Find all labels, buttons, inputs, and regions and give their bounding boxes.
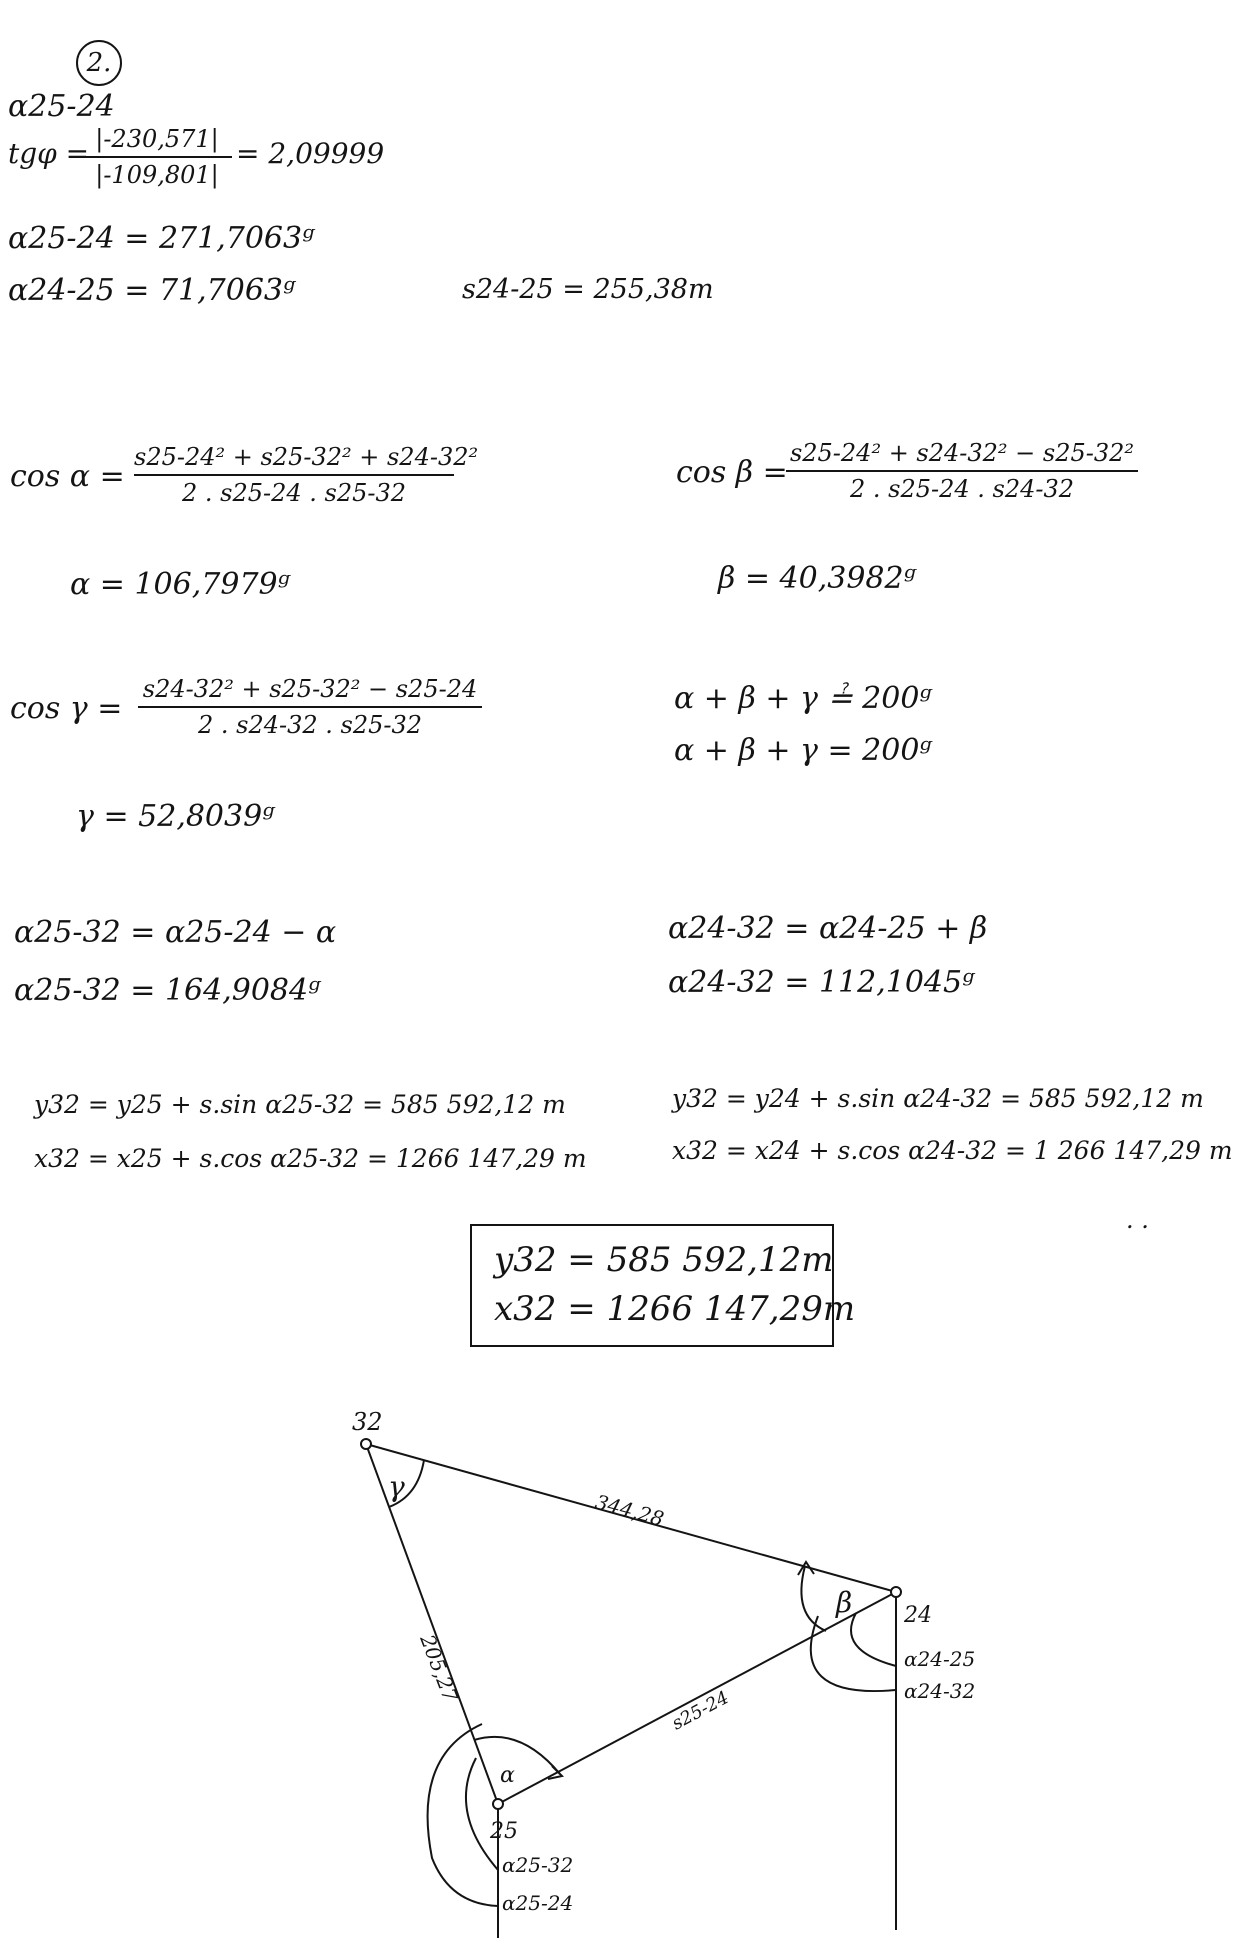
result-y32: y32 = 585 592,12m [494, 1240, 834, 1280]
trailing-dots: . . [1126, 1206, 1149, 1234]
alpha-24-25-value: α24-25 = 71,7063ᵍ [8, 273, 296, 308]
alpha-25-32-formula: α25-32 = α25-24 − α [14, 915, 337, 950]
problem-number: 2. [86, 48, 112, 78]
y32-from-25: y32 = y25 + s.sin α25-32 = 585 592,12 m [34, 1090, 566, 1119]
alpha-24-32-formula: α24-32 = α24-25 + β [668, 911, 988, 946]
cos-alpha-denominator: 2 . s25-24 . s25-32 [181, 479, 407, 508]
cos-beta-lhs: cos β = [676, 455, 788, 490]
cos-gamma-lhs: cos γ = [10, 691, 123, 726]
side-32-25 [366, 1444, 498, 1804]
beta-arc [801, 1566, 826, 1631]
alpha-25-24-value: α25-24 = 271,7063ᵍ [8, 221, 315, 256]
section-label-alpha-25-24: α25-24 [8, 89, 115, 124]
cos-beta-numerator: s25-24² + s24-32² − s25-32² [789, 439, 1135, 467]
point-32-label: 32 [352, 1408, 383, 1436]
point-24-marker [891, 1587, 901, 1597]
alpha-25-32-arc [466, 1758, 498, 1870]
point-25-marker [493, 1799, 503, 1809]
x32-from-24: x32 = x24 + s.cos α24-32 = 1 266 147,29 m [672, 1136, 1233, 1165]
alpha-25-24-label: α25-24 [502, 1891, 574, 1915]
tan-result: = 2,09999 [236, 137, 385, 170]
alpha-value: α = 106,7979ᵍ [70, 567, 290, 602]
tan-lhs: tgφ = [8, 137, 90, 170]
y32-from-24: y32 = y24 + s.sin α24-32 = 585 592,12 m [672, 1084, 1204, 1113]
cos-alpha-lhs: cos α = [10, 459, 125, 494]
alpha-24-32-value: α24-32 = 112,1045ᵍ [668, 965, 975, 1000]
side-25-24-label: s25-24 [668, 1687, 733, 1735]
alpha-24-25-label: α24-25 [904, 1647, 976, 1671]
point-24-label: 24 [904, 1603, 932, 1628]
x32-from-25: x32 = x25 + s.cos α25-32 = 1266 147,29 m [34, 1144, 587, 1173]
cos-alpha-numerator: s25-24² + s25-32² + s24-32² [134, 443, 479, 471]
alpha-24-32-arc [811, 1616, 896, 1691]
angle-sum-check: α + β + γ ≟ 200ᵍ [674, 681, 932, 716]
side-32-24-label: 344,28 [592, 1489, 667, 1531]
gamma-value: γ = 52,8039ᵍ [76, 799, 275, 834]
point-32-marker [361, 1439, 371, 1449]
tan-numerator: |-230,571| [95, 125, 219, 153]
side-32-25-label: 205,27 [415, 1631, 463, 1706]
s-24-25-value: s24-25 = 255,38m [462, 274, 714, 305]
tan-denominator: |-109,801| [95, 161, 219, 190]
cos-gamma-denominator: 2 . s24-32 . s25-32 [197, 711, 423, 740]
cos-gamma-numerator: s24-32² + s25-32² − s25-24 [142, 675, 478, 703]
point-25-label: 25 [490, 1819, 518, 1844]
alpha-24-32-label: α24-32 [904, 1679, 976, 1703]
gamma-label: γ [388, 1470, 405, 1503]
alpha-label: α [500, 1763, 515, 1788]
angle-sum-result: α + β + γ = 200ᵍ [674, 733, 932, 768]
cos-beta-denominator: 2 . s25-24 . s24-32 [849, 475, 1075, 504]
alpha-25-24-arc [428, 1724, 498, 1906]
alpha-arc [474, 1737, 560, 1774]
alpha-25-32-label: α25-32 [502, 1853, 574, 1877]
beta-value: β = 40,3982ᵍ [718, 561, 916, 596]
beta-label: β [836, 1586, 853, 1619]
alpha-24-25-arc [851, 1613, 896, 1666]
alpha-25-32-value: α25-32 = 164,9084ᵍ [14, 973, 321, 1008]
result-x32: x32 = 1266 147,29m [494, 1289, 856, 1330]
